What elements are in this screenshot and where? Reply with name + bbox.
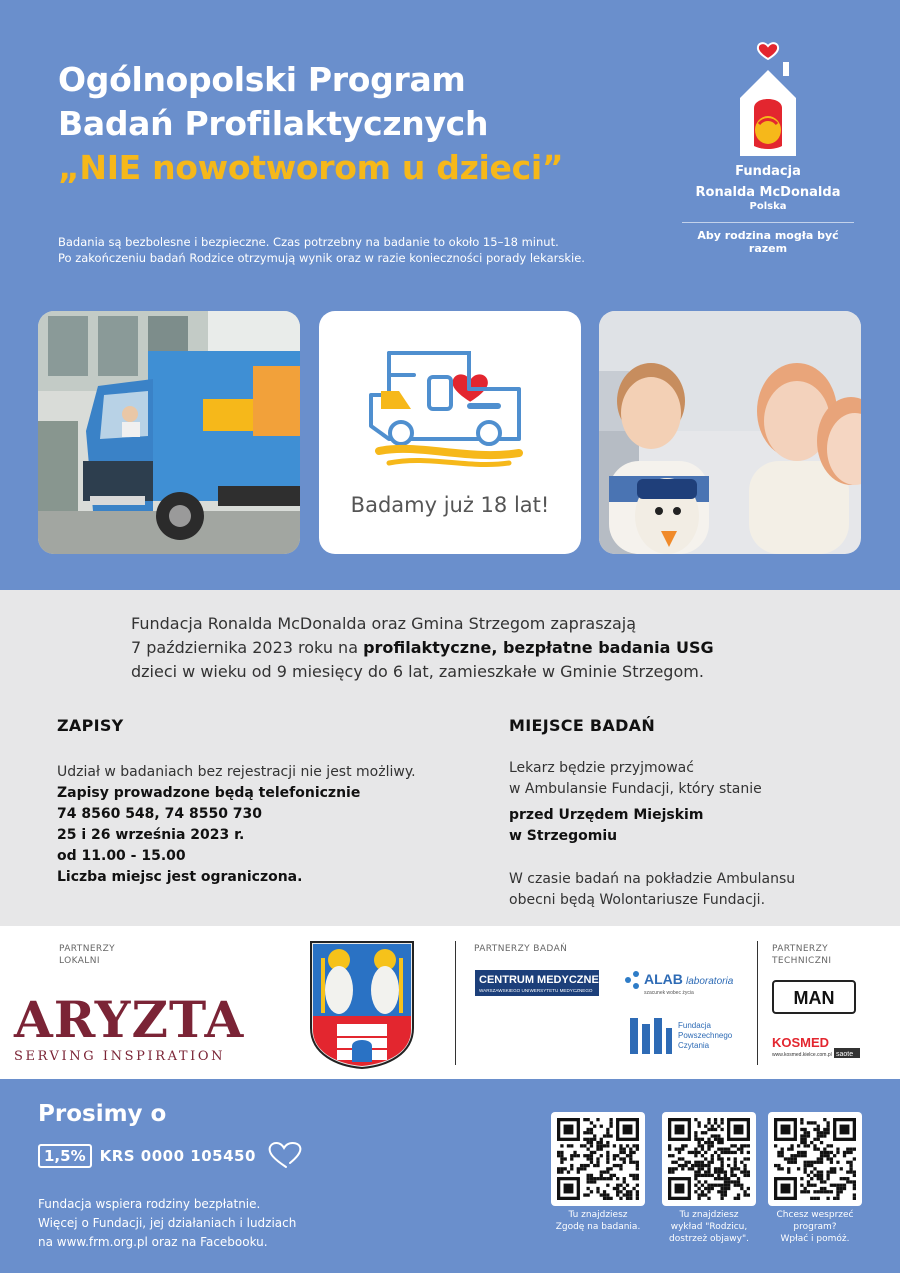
local-partners-label-1: PARTNERZY [59,944,116,954]
footer-line-3: na www.frm.org.pl oraz na Facebooku. [38,1235,268,1249]
foundation-logo [682,40,854,255]
qr1-caption-2: Zgodę na badania. [555,1222,641,1232]
krs-row [38,1141,306,1171]
header-section [0,0,900,590]
qr1-caption-1: Tu znajdziesz [568,1210,628,1220]
qr-caption-donate [760,1209,870,1245]
miejsce-heading: MIEJSCE BADAŃ [509,716,656,735]
zapisy-line-6: Liczba miejsc jest ograniczona. [57,869,303,885]
title-slogan: „NIE nowotworom u dzieci” [58,148,564,187]
ambulance-photo [38,311,300,554]
tech-partners-label-1: PARTNERZY [772,944,829,954]
qr-caption-consent [543,1209,653,1233]
heart-outline-icon [266,1141,306,1171]
partners-divider-2 [757,941,758,1065]
kosmed-logo [772,1034,862,1058]
fundacja-czytania-logo [630,1018,740,1054]
qr-code-icon [668,1118,750,1200]
zapisy-details [57,762,416,888]
logo-line-3: Polska [749,201,787,212]
strzegom-crest-icon [307,938,417,1070]
aryzta-logo [14,990,245,1064]
saote-name: saote [836,1051,854,1058]
intro-line-2: Po zakończeniu badań Rodzice otrzymują wynik oraz w razie konieczności porady lekarskie. [58,251,585,265]
man-name: MAN [793,988,835,1008]
alab-sub: szacunek wobec życia [644,990,694,996]
kosmed-url: www.kosmed.kielce.com.pl [772,1052,832,1058]
logo-line-2: Ronalda McDonalda [695,185,841,200]
qr-code-lecture[interactable] [662,1112,756,1206]
house-heart-icon [728,40,808,158]
zapisy-line-1: Udział w badaniach bez rejestracji nie jest możliwy. [57,764,416,780]
alab-logo [620,968,744,996]
aryzta-wordmark: ARYZTA [14,990,245,1049]
tech-partners-label [772,943,831,967]
children-photo [599,311,861,554]
man-logo [772,980,856,1014]
qr-caption-lecture [654,1209,764,1245]
tech-partners-label-2: TECHNICZNI [772,956,832,966]
partners-divider-1 [455,941,456,1065]
qr2-caption-3: dostrzeż objawy". [669,1234,749,1244]
footer-line-2: Więcej o Fundacji, jej działaniach i ludziach [38,1216,297,1230]
qr-code-icon [557,1118,639,1200]
fpc-line-3: Czytania [678,1041,710,1050]
phone-numbers: 74 8560 548, 74 8550 730 [57,806,263,822]
invitation-line-1: Fundacja Ronalda McDonalda oraz Gmina Strzegom zapraszają [131,614,636,633]
qr3-caption-1: Chcesz wesprzeć [776,1210,854,1220]
intro-text [58,234,585,266]
footer-text [38,1195,296,1252]
centrum-medyczne-logo [475,970,599,996]
miejsce-line-1: Lekarz będzie przyjmować [509,760,694,776]
medical-partners-label: PARTNERZY BADAŃ [474,944,568,954]
footer-section [0,1079,900,1273]
local-partners-label [59,943,115,967]
invitation-line-3: dzieci w wieku od 9 miesięcy do 6 lat, zamieszkałe w Gminie Strzegom. [131,662,704,681]
logo-divider [682,222,854,223]
registration-hours: od 11.00 - 15.00 [57,848,186,864]
centrum-name: CENTRUM MEDYCZNE [479,974,599,986]
logo-tagline: Aby rodzina mogła być razem [697,229,839,255]
qr2-caption-1: Tu znajdziesz [679,1210,739,1220]
footer-line-1: Fundacja wspiera rodziny bezpłatnie. [38,1197,261,1211]
page-title [58,58,563,190]
invitation-line-2 [131,636,714,660]
qr-code-consent[interactable] [551,1112,645,1206]
zapisy-heading: ZAPISY [57,716,124,735]
qr3-caption-2: program? [793,1222,837,1232]
miejsce-line-2: w Ambulansie Fundacji, który stanie [509,781,762,797]
invitation-highlight: profilaktyczne, bezpłatne badania USG [363,638,714,657]
anniversary-card [319,311,581,554]
invitation-line-2-text: 7 października 2023 roku na [131,638,364,657]
kosmed-name: KOSMED [772,1035,830,1050]
percent-badge: 1,5% [38,1144,92,1168]
local-partners-label-2: LOKALNI [59,956,100,966]
fpc-line-1: Fundacja [678,1021,711,1030]
qr3-caption-3: Wpłać i pomóż. [780,1234,850,1244]
logo-line-1: Fundacja [735,164,801,179]
qr2-caption-2: wykład "Rodzicu, [670,1222,748,1232]
centrum-sub: WARSZAWSKIEGO UNIWERSYTETU MEDYCZNEGO [479,988,593,993]
fpc-line-2: Powszechnego [678,1031,733,1040]
title-line-2: Badań Profilaktycznych [58,104,489,143]
title-line-1: Ogólnopolski Program [58,60,466,99]
partners-section [0,926,900,1079]
miejsce-location-1: przed Urzędem Miejskim [509,807,704,823]
info-section [0,590,900,926]
donation-heading: Prosimy o [38,1101,167,1127]
miejsce-line-5: W czasie badań na pokładzie Ambulansu [509,871,796,887]
alab-italic: laboratoria [686,976,734,987]
years-caption: Badamy już 18 lat! [350,493,550,517]
miejsce-details [509,758,795,911]
qr-code-donate[interactable] [768,1112,862,1206]
qr-code-icon [774,1118,856,1200]
krs-number: KRS 0000 105450 [99,1147,256,1165]
miejsce-line-6: obecni będą Wolontariusze Fundacji. [509,892,766,908]
zapisy-line-2: Zapisy prowadzone będą telefonicznie [57,785,361,801]
registration-dates: 25 i 26 września 2023 r. [57,827,245,843]
alab-name: ALAB [644,971,683,987]
miejsce-location-2: w Strzegomiu [509,828,618,844]
aryzta-tagline: SERVING INSPIRATION [14,1049,226,1064]
invitation-text [131,612,714,684]
ambulance-van-icon [319,311,581,554]
intro-line-1: Badania są bezbolesne i bezpieczne. Czas potrzebny na badanie to około 15–18 minut. [58,235,559,249]
